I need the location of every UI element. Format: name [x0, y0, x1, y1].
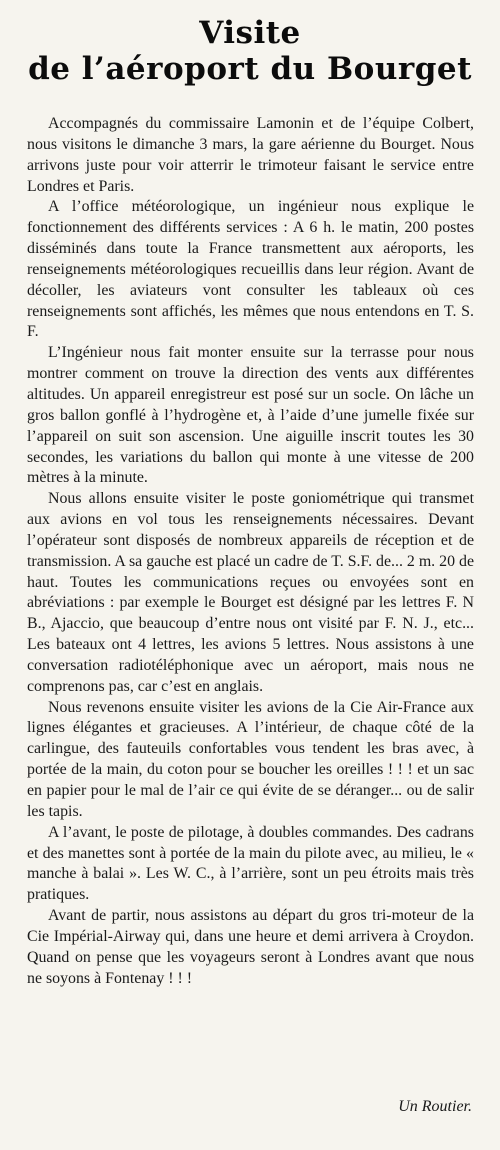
paragraph-goniometric-post: Nous allons ensuite visiter le poste goniométrique qui transmet aux avions en vol tous les renseignements nécessaires. Devant l’opérateur sont disposés de nombreux appareils de réception et de transmission. A sa gauche est placé un cadre de T. S.F. de... 2 m. 20 de haut. Toutes les communications reçues ou envoyées sont en abréviations : par exemple le Bourget est désigné par les lettres F. N B., Ajaccio, que beaucoup d’entre nous ont visité par F. N. J., etc... Les bateaux ont 4 lettres, les avions 5 lettres. Nous assistons à une conversation radiotéléphonique avec un aéroport, mais nous ne comprenons pas, car c’est en anglais. — [27, 490, 474, 695]
paragraph-terrace: L’Ingénieur nous fait monter ensuite sur la terrasse pour nous montrer comment on trouve la direction des vents aux différentes altitudes. Un appareil enregistreur est posé sur un socle. On lâche un gros ballon gonflé à l’hydrogène et, à l’aide d’une jumelle fixée sur l’appareil on suit son ascension. Une aiguille inscrit toutes les 30 secondes, les variations du ballon qui monte à une vitesse de 200 mètres à la minute. — [27, 344, 474, 487]
paragraph-meteo-office: A l’office météorologique, un ingénieur nous explique le fonctionnement des différents services : A 6 h. le matin, 200 postes disséminés dans toute la France transmettent aux aéroports, les renseignements météorologiques recueillis dans leur région. Avant de décoller, les aviateurs vont consulter les tableaux où ces renseignements sont affichés, les mêmes que nous entendons en T. S. F. — [27, 198, 474, 341]
title-line-1: Visite — [199, 15, 301, 51]
paragraph-arrival: Accompagnés du commissaire Lamonin et de l’équipe Colbert, nous visitons le dimanche 3 mars, la gare aérienne du Bourget. Nous arrivons juste pour voir atterrir le trimoteur faisant le service entre Londres et Paris. — [27, 115, 474, 195]
title-line-2: de l’aéroport du Bourget — [28, 51, 472, 87]
signature: Un Routier. — [398, 1098, 472, 1115]
article-body — [27, 114, 474, 989]
paragraph-departure: Avant de partir, nous assistons au départ du gros tri-moteur de la Cie Impérial-Airway qui, dans une heure et demi arrivera à Croydon. Quand on pense que les voyageurs seront à Londres avant que nous ne soyons à Fontenay ! ! ! — [27, 907, 474, 987]
paragraph-cockpit: A l’avant, le poste de pilotage, à doubles commandes. Des cadrans et des manettes sont à portée de la main du pilote avec, au milieu, le « manche à balai ». Les W. C., à l’arrière, sont un peu étroits mais très pratiques. — [27, 823, 474, 904]
paragraph-air-france: Nous revenons ensuite visiter les avions de la Cie Air-France aux lignes élégantes et gracieuses. A l’intérieur, de chaque côté de la carlingue, des fauteuils confortables vous tendent les bras avec, à portée de la main, du coton pour se boucher les oreilles ! ! ! et un sac en papier pour le mal de l’air ce qui évite de se déranger... ou de salir les tapis. — [27, 698, 474, 820]
